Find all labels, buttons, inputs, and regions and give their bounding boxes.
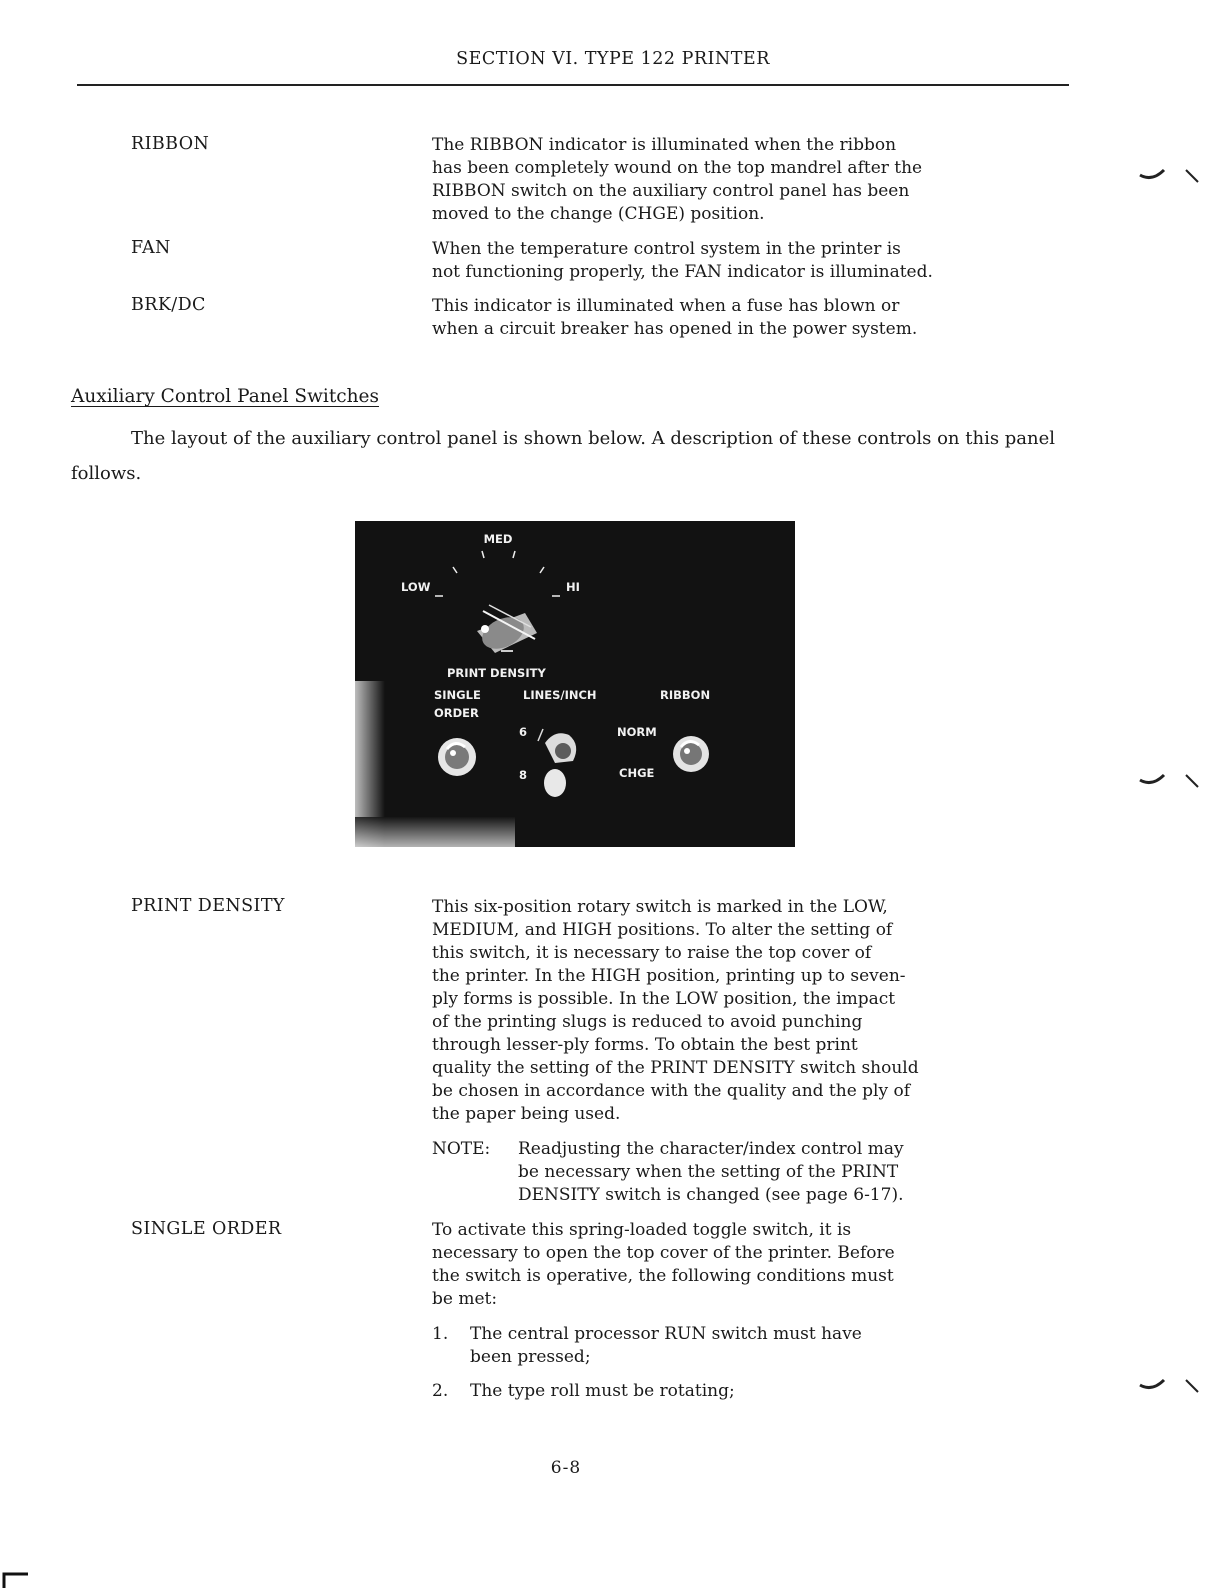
list-item: The type roll must be rotating;: [470, 1381, 735, 1401]
page-header: SECTION VI. TYPE 122 PRINTER: [456, 49, 770, 69]
term-print-density: PRINT DENSITY: [131, 896, 285, 916]
label-hi: HI: [566, 580, 580, 594]
label-lines-6: 6: [519, 725, 528, 739]
label-single: SINGLE: [434, 688, 481, 702]
margin-check-mark: [1138, 765, 1218, 795]
corner-scan-mark: [0, 1570, 30, 1588]
label-norm: NORM: [617, 725, 657, 739]
desc-print-density: This six-position rotary switch is marked in the LOW, MEDIUM, and HIGH positions. To alter the setting of this switch, it is necessary to raise the top cover of the printer. In the HIGH position, printing up to seven- ply forms is possible. In the LOW position, the impact of the printing slugs is reduced to avoid punching through lesser-ply forms. To obtain the best print quality the setting of the PRINT DENSITY switch should be chosen in accordance with the quality and the ply of the paper being used.: [432, 897, 919, 1124]
label-print-density: PRINT DENSITY: [447, 666, 546, 680]
control-panel-photo: [355, 521, 795, 847]
page-number: 6-8: [550, 1458, 582, 1478]
note-text: Readjusting the character/index control may be necessary when the setting of the PRINT DENSITY switch is changed (see page 6-17).: [518, 1139, 904, 1205]
note-label: NOTE:: [432, 1139, 491, 1159]
desc-single-order: To activate this spring-loaded toggle switch, it is necessary to open the top cover of the printer. Before the switch is operative, the following conditions must be met:: [432, 1220, 895, 1309]
single-order-toggle[interactable]: [438, 738, 476, 776]
term-brk-dc: BRK/DC: [131, 295, 206, 315]
panel-bottom-shadow: [355, 817, 515, 847]
desc-fan: When the temperature control system in the printer is not functioning properly, the FAN indicator is illuminated.: [432, 239, 933, 282]
term-fan: FAN: [131, 238, 171, 258]
list-item: The central processor RUN switch must have been pressed;: [470, 1324, 862, 1367]
section-heading: Auxiliary Control Panel Switches: [71, 386, 379, 407]
label-ribbon: RIBBON: [660, 688, 711, 702]
section-intro: The layout of the auxiliary control panel is shown below. A description of these controls on this panel follows.: [71, 428, 1056, 484]
header-rule: [77, 84, 1069, 86]
list-item-number: 2.: [432, 1381, 449, 1401]
label-order: ORDER: [434, 706, 479, 720]
term-single-order: SINGLE ORDER: [131, 1219, 282, 1239]
label-chge: CHGE: [619, 766, 655, 780]
list-item-number: 1.: [432, 1324, 449, 1344]
margin-check-mark: [1138, 140, 1218, 185]
label-lines-8: 8: [519, 768, 528, 782]
label-lines-inch: LINES/INCH: [523, 688, 597, 702]
term-ribbon: RIBBON: [131, 134, 210, 154]
margin-check-mark: [1138, 1370, 1218, 1400]
desc-ribbon: The RIBBON indicator is illuminated when the ribbon has been completely wound on the top mandrel after the RIBBON switch on the auxiliary control panel has been moved to the change (CHGE) position.: [432, 135, 923, 224]
ribbon-toggle[interactable]: [673, 736, 709, 772]
label-med: MED: [483, 532, 513, 546]
label-low: LOW: [401, 580, 431, 594]
desc-brk-dc: This indicator is illuminated when a fuse has blown or when a circuit breaker has opened in the power system.: [432, 296, 918, 339]
